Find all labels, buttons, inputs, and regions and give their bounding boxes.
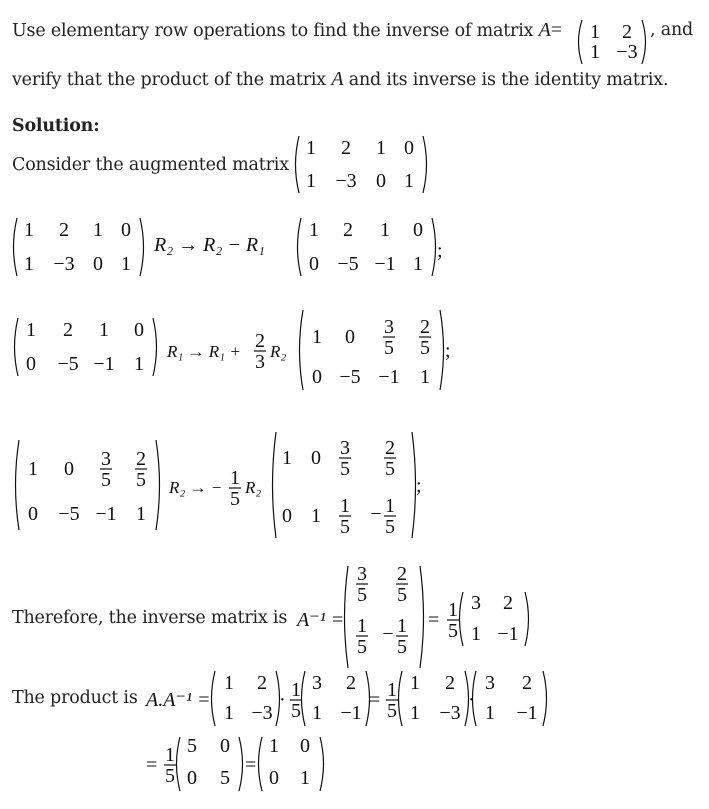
dot: ·: [279, 689, 286, 711]
product-A-2-cell: 1: [410, 672, 420, 694]
question-text-1: Use elementary row operations to find the inverse of matrix: [12, 21, 534, 41]
step2-right-matrix-cell: 0: [345, 326, 355, 348]
identity-matrix-cell: 0: [300, 735, 310, 757]
right-bracket: [140, 218, 144, 276]
left-bracket: [259, 737, 263, 791]
step1-right-matrix-cell: 1: [380, 219, 390, 241]
step1-left-matrix-cell: 1: [24, 253, 34, 275]
inverse-factor-denominator: 5: [448, 620, 458, 642]
product-A-2-cell: 2: [445, 672, 455, 694]
right-bracket: [432, 218, 436, 276]
inverse-matrix-cell-numerator: 1: [357, 615, 367, 637]
inverse-lhs: A⁻¹ =: [297, 609, 345, 631]
product-inverse-2-cell: −1: [516, 702, 538, 724]
final-matrix-cell: 5: [187, 735, 197, 757]
dot: ·: [468, 689, 475, 711]
inverse-matrix-cell-denominator: 5: [397, 636, 407, 658]
equals-sign: =: [550, 19, 562, 41]
step3-right-matrix-cell: 1: [311, 505, 321, 527]
final-matrix-cell: 0: [220, 735, 230, 757]
step2-left-matrix-cell: 0: [134, 319, 144, 341]
question-text-2b: and its inverse is the identity matrix.: [348, 70, 669, 90]
left-bracket: [16, 440, 20, 530]
step3-left-matrix-cell: −5: [58, 503, 80, 525]
step2-left-matrix-cell: 1: [134, 353, 144, 375]
product-factor-2-numerator: 1: [387, 679, 397, 701]
right-bracket: [153, 318, 157, 376]
step2-right-matrix-cell: −1: [378, 366, 400, 388]
augmented-matrix-cell: 1: [306, 170, 316, 192]
step1-row-op: R₂ → R₂ − R₁: [154, 234, 266, 256]
final-factor-denominator: 5: [165, 765, 175, 787]
left-bracket: [177, 737, 181, 791]
augmented-matrix-cell: −3: [335, 170, 357, 192]
step3-right-matrix-cell: 0: [282, 505, 292, 527]
augmented-matrix-cell: 0: [404, 137, 414, 159]
identity-matrix-cell: 1: [300, 767, 310, 789]
product-inverse-2-cell: 1: [485, 702, 495, 724]
step2-row-op-r2: R₂: [270, 342, 287, 361]
step2-row-op: R₁ → R₁ +: [167, 342, 241, 361]
step3-left-matrix-cell-denominator: 5: [136, 469, 146, 491]
equals-sign: =: [146, 754, 158, 776]
step3-right-matrix-cell-numerator: 3: [340, 437, 350, 459]
product-A-cell: −3: [251, 702, 273, 724]
matrix-A-cell: 1: [590, 21, 600, 43]
step3-right-matrix-cell: 1: [282, 447, 292, 469]
step3-left-matrix-cell: 0: [64, 458, 74, 480]
left-bracket: [345, 566, 349, 668]
product-lhs: A.A⁻¹ =: [146, 689, 211, 711]
step2-left-matrix-cell: 2: [63, 319, 73, 341]
left-bracket: [273, 432, 277, 538]
step3-left-matrix-cell-denominator: 5: [101, 469, 111, 491]
step2-right-matrix-cell-denominator: 5: [420, 337, 430, 359]
final-factor-numerator: 1: [165, 744, 175, 766]
step1-left-matrix-cell: 1: [93, 219, 103, 241]
equals-sign: =: [245, 754, 257, 776]
inverse-matrix-cell-denominator: 5: [357, 584, 367, 606]
product-inverse-cell: −1: [340, 702, 362, 724]
product-inverse-cell: 3: [312, 672, 322, 694]
step2-op-factor-numerator: 2: [255, 330, 265, 352]
step3-right-matrix-cell-numerator: 2: [385, 437, 395, 459]
inverse-matrix-cell-numerator: 3: [357, 563, 367, 585]
question-and: , and: [650, 20, 694, 40]
product-inverse-2-cell: 2: [522, 672, 532, 694]
product-inverse-2-cell: 3: [485, 672, 495, 694]
inverse-matrix-cell-denominator: 5: [357, 636, 367, 658]
step3-right-matrix-cell-denominator: 5: [340, 516, 350, 538]
right-bracket: [423, 136, 427, 193]
step2-right-matrix-cell-numerator: 2: [420, 316, 430, 338]
step2-right-matrix-cell: 1: [312, 326, 322, 348]
step3-row-op: R₂ → −: [169, 478, 223, 497]
step1-left-matrix-cell: −3: [53, 253, 75, 275]
augmented-matrix-cell: 1: [306, 137, 316, 159]
step2-right-matrix-cell-numerator: 3: [384, 316, 394, 338]
step3-right-matrix-cell-denominator: 5: [385, 516, 395, 538]
product-text: The product is: [12, 688, 138, 708]
right-bracket: [543, 671, 547, 726]
product-A-2-cell: 1: [410, 702, 420, 724]
step3-row-op-r2: R₂: [245, 478, 262, 497]
product-A-cell: 2: [257, 672, 267, 694]
question-text-2a: verify that the product of the matrix: [12, 70, 326, 90]
step3-right-matrix-cell-denominator: 5: [340, 458, 350, 480]
step2-left-matrix-cell: −1: [93, 353, 115, 375]
step1-left-matrix-cell: 1: [121, 253, 131, 275]
equals-sign: =: [369, 689, 381, 711]
step2-left-matrix-cell: −5: [57, 353, 79, 375]
product-factor-denominator: 5: [291, 700, 301, 722]
step2-right-matrix-cell: −5: [339, 366, 361, 388]
augmented-matrix-cell: 0: [376, 170, 386, 192]
step3-left-matrix-cell: 1: [136, 503, 146, 525]
semicolon: ;: [437, 240, 443, 262]
left-bracket: [302, 671, 306, 726]
step1-left-matrix-cell: 1: [24, 219, 34, 241]
right-bracket: [642, 20, 646, 64]
final-matrix-cell: 5: [220, 767, 230, 789]
left-bracket: [296, 136, 300, 193]
right-bracket: [156, 440, 160, 530]
product-factor-numerator: 1: [291, 679, 301, 701]
matrix-A-cell: −3: [616, 41, 638, 63]
step1-left-matrix-cell: 0: [93, 253, 103, 275]
consider-text: Consider the augmented matrix: [12, 155, 289, 175]
matrix-A-cell: 1: [590, 41, 600, 63]
step2-left-matrix-cell: 1: [26, 319, 36, 341]
semicolon: ;: [445, 340, 451, 362]
inverse-matrix-cell-numerator: 2: [397, 563, 407, 585]
solution-heading: Solution:: [12, 116, 100, 136]
left-bracket: [14, 218, 18, 276]
right-bracket: [239, 737, 243, 791]
product-inverse-cell: 1: [312, 702, 322, 724]
right-bracket: [440, 310, 444, 390]
step3-right-matrix-cell-numerator: 1: [385, 495, 395, 517]
right-bracket: [412, 432, 416, 538]
inverse-scaled-matrix-cell: 1: [471, 623, 481, 645]
inverse-matrix-cell-denominator: 5: [397, 584, 407, 606]
right-bracket: [420, 566, 424, 668]
inverse-matrix-cell-minus: −: [382, 623, 394, 645]
matrix-A-ref: A: [331, 68, 344, 90]
left-bracket: [460, 592, 464, 646]
identity-matrix-cell: 1: [269, 735, 279, 757]
step2-left-matrix-cell: 0: [26, 353, 36, 375]
step1-right-matrix-cell: 1: [309, 219, 319, 241]
step2-right-matrix-cell-denominator: 5: [384, 337, 394, 359]
inverse-scaled-matrix-cell: 3: [471, 592, 481, 614]
step3-left-matrix-cell: −1: [95, 503, 117, 525]
step3-left-matrix-cell: 1: [28, 458, 38, 480]
right-bracket: [320, 737, 324, 791]
step3-right-matrix-cell-minus: −: [370, 503, 382, 525]
step2-left-matrix-cell: 1: [99, 319, 109, 341]
product-A-2-cell: −3: [439, 702, 461, 724]
inverse-factor-numerator: 1: [448, 599, 458, 621]
left-bracket: [399, 671, 403, 726]
step3-left-matrix-cell-numerator: 3: [101, 448, 111, 470]
step3-left-matrix-cell: 0: [28, 503, 38, 525]
step3-right-matrix-cell-numerator: 1: [340, 495, 350, 517]
augmented-matrix-cell: 1: [376, 137, 386, 159]
matrix-A-label: A: [538, 19, 551, 41]
step3-right-matrix-cell: 0: [311, 447, 321, 469]
product-A-cell: 1: [224, 672, 234, 694]
inverse-matrix-cell-numerator: 1: [397, 615, 407, 637]
step1-right-matrix-cell: 0: [413, 219, 423, 241]
equals-sign: =: [428, 609, 440, 631]
therefore-text: Therefore, the inverse matrix is: [12, 608, 288, 628]
step3-op-factor-denominator: 5: [230, 488, 240, 510]
step1-left-matrix-cell: 0: [121, 219, 131, 241]
inverse-scaled-matrix-cell: −1: [497, 623, 519, 645]
step3-left-matrix-cell-numerator: 2: [136, 448, 146, 470]
step1-left-matrix-cell: 2: [59, 219, 69, 241]
inverse-scaled-matrix-cell: 2: [503, 592, 513, 614]
semicolon: ;: [416, 475, 422, 497]
product-factor-2-denominator: 5: [387, 700, 397, 722]
step1-right-matrix-cell: 0: [309, 253, 319, 275]
right-bracket: [525, 592, 529, 646]
augmented-matrix-cell: 1: [404, 170, 414, 192]
step2-op-factor-denominator: 3: [255, 351, 265, 373]
step1-right-matrix-cell: −5: [337, 253, 359, 275]
step2-right-matrix-cell: 1: [420, 366, 430, 388]
step2-right-matrix-cell: 0: [312, 366, 322, 388]
product-A-cell: 1: [224, 702, 234, 724]
left-bracket: [212, 671, 216, 726]
step3-op-factor-numerator: 1: [230, 467, 240, 489]
left-bracket: [298, 218, 302, 276]
left-bracket: [300, 310, 304, 390]
step1-right-matrix-cell: −1: [374, 253, 396, 275]
augmented-matrix-cell: 2: [341, 137, 351, 159]
left-bracket: [15, 318, 19, 376]
step3-right-matrix-cell-denominator: 5: [385, 458, 395, 480]
matrix-A-cell: 2: [622, 21, 632, 43]
final-matrix-cell: 0: [187, 767, 197, 789]
step1-right-matrix-cell: 1: [413, 253, 423, 275]
product-inverse-cell: 2: [346, 672, 356, 694]
left-bracket: [579, 20, 583, 64]
step1-right-matrix-cell: 2: [343, 219, 353, 241]
identity-matrix-cell: 0: [269, 767, 279, 789]
